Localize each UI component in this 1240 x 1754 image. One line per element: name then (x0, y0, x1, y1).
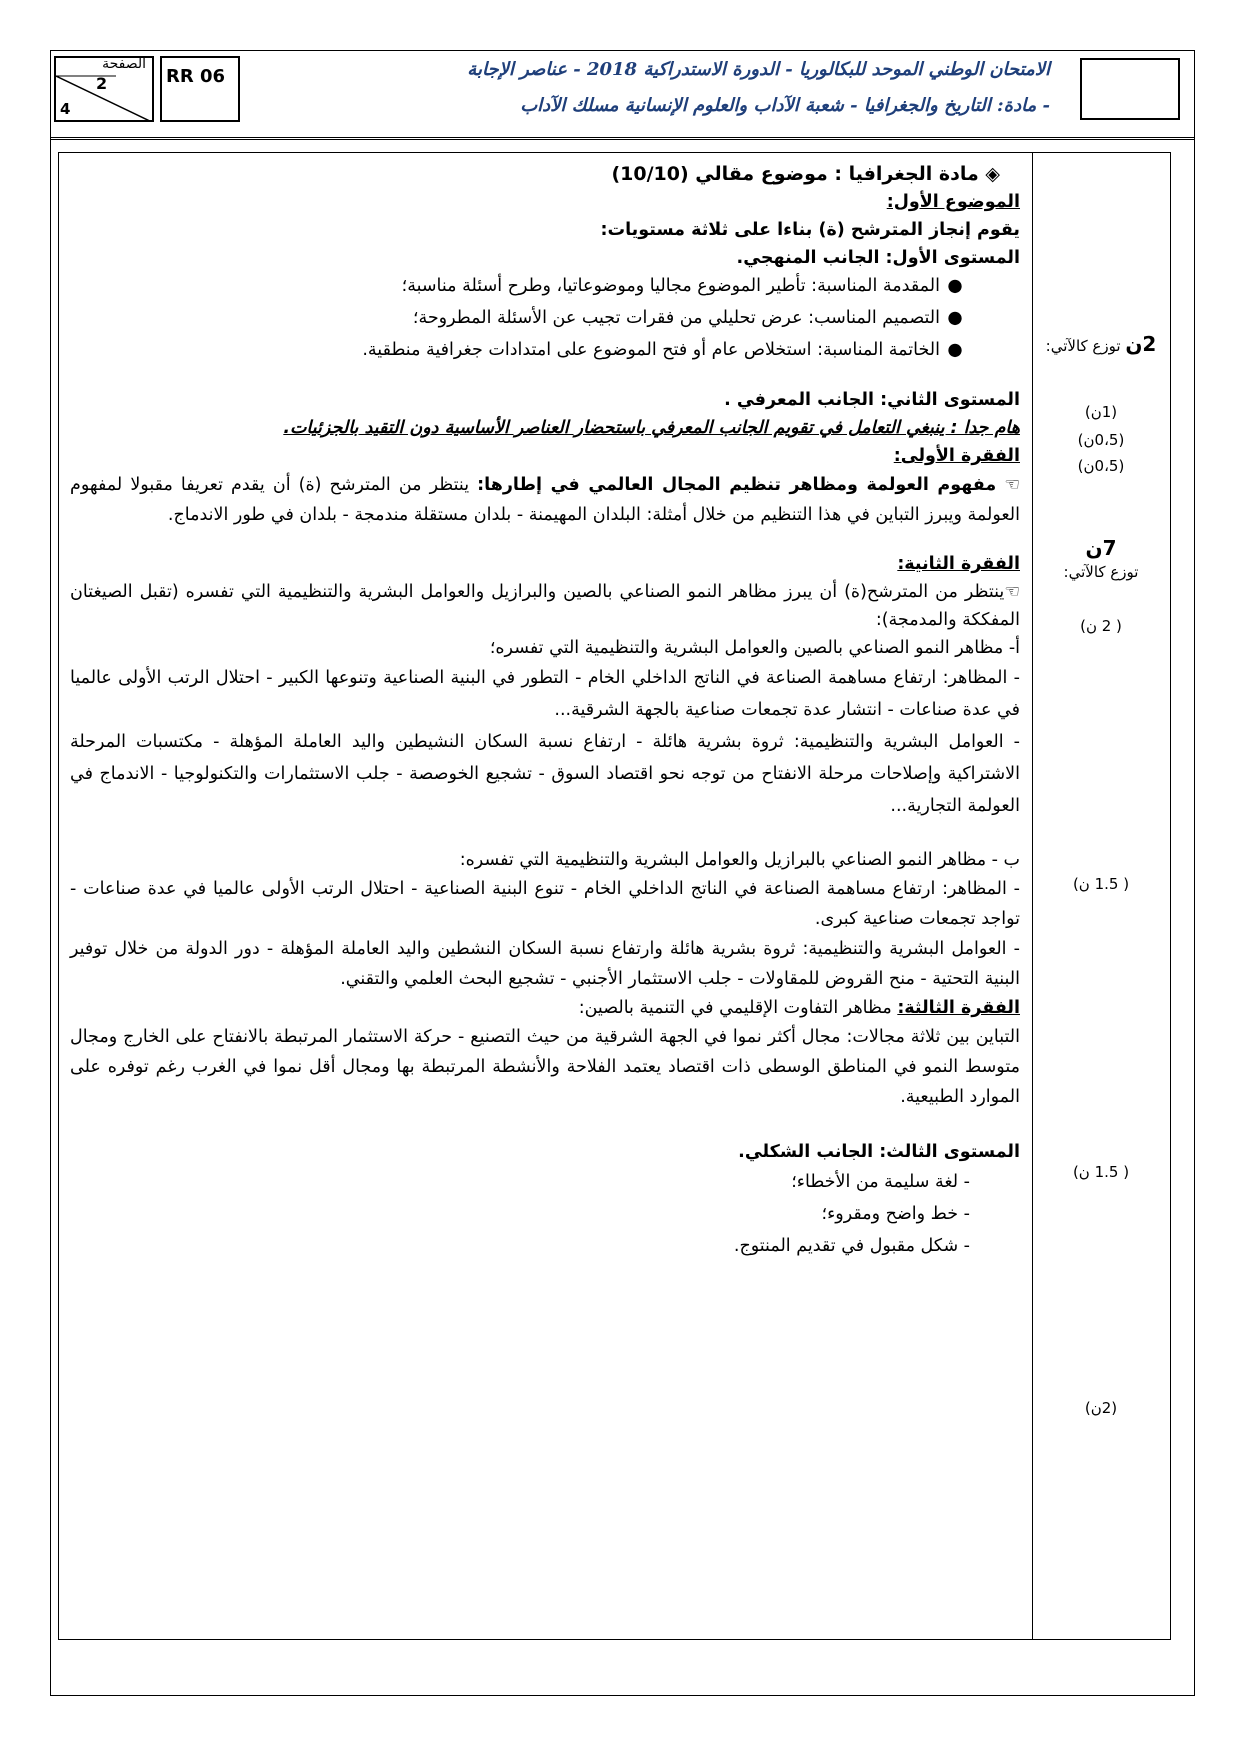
mark-level1-b: (0،5ن) (1077, 431, 1125, 449)
header-line-1: الامتحان الوطني الموحد للبكالوريا - الدورة الاستدراكية 2018 - عناصر الإجابة (467, 59, 1050, 80)
header-line-2: - مادة: التاريخ والجغرافيا - شعبة الآداب والعلوم الإنسانية مسلك الآداب (520, 95, 1050, 116)
para2-b-item: - المظاهر: ارتفاع مساهمة الصناعة في الناتج الداخلي الخام - تنوع البنية الصناعية - احتلال الرتب الأولى عالميا في عدة صناعات - تواجد تجمعات صناعية كبرى. (70, 879, 1020, 929)
topic-title: الموضوع الأول: (886, 192, 1020, 212)
page-total: 4 (60, 100, 71, 118)
level3-title: المستوى الثالث: الجانب الشكلي. (738, 1142, 1020, 1162)
level1-item: ●الخاتمة المناسبة: استخلاص عام أو فتح الموضوع على امتدادات جغرافية منطقية. (70, 336, 1020, 364)
subject-title: ◈ مادة الجغرافيا : موضوع مقالي (10/10) (611, 163, 1000, 185)
mark-level1-a: (1ن) (1084, 403, 1118, 421)
mark-china: ( 1.5 ن) (1072, 875, 1130, 893)
header-title (250, 52, 1050, 124)
exam-code: RR 06 (160, 56, 240, 122)
para2-b-item: - العوامل البشرية والتنظيمية: ثروة بشرية هائلة وارتفاع نسبة السكان النشطين واليد العاملة المؤهلة - دور الدولة من خلال توفير البنية التحتية - منح القروض للمقاولات - جلب الاستثمار الأجنبي - تشجيع البحث العلمي والتقني. (70, 939, 1020, 989)
page-number: 2 (96, 74, 108, 93)
level3-item: - خط واضح ومقروء؛ (821, 1204, 970, 1224)
hand-pointer-icon: ☜ (1004, 582, 1020, 602)
column-divider (1032, 152, 1033, 1640)
mark-level1: 2ن توزع كالآتي: (1045, 332, 1157, 356)
mark-level2: 7ن توزع كالآتي: (1063, 536, 1139, 581)
mark-level1-c: (0،5ن) (1077, 457, 1125, 475)
bullet-icon: ● (947, 308, 963, 328)
answer-content (70, 160, 1020, 1262)
para2-b-title: ب - مظاهر النمو الصناعي بالبرازيل والعوامل البشرية والتنظيمية التي تفسره: (459, 850, 1020, 870)
para2-intro: ☜ينتظر من المترشح(ة) أن يبرز مظاهر النمو الصناعي بالصين والبرازيل والعوامل البشرية والتنظيمية التي تفسره (تقبل الصيغتان المفككة والمدمجة): (70, 582, 1020, 630)
level1-item: ●المقدمة المناسبة: تأطير الموضوع مجاليا وموضوعاتيا، وطرح أسئلة مناسبة؛ (70, 272, 1020, 300)
para3-heading: الفقرة الثالثة: مظاهر التفاوت الإقليمي في التنمية بالصين: (578, 998, 1020, 1018)
blank-box (1080, 58, 1180, 120)
para1: ☜ مفهوم العولمة ومظاهر تنظيم المجال العالمي في إطارها: ينتظر من المترشح (ة) أن يقدم تعريفا مقبولا لمفهوم العولمة ويبرز التباين في هذا التنظيم من خلال أمثلة: البلدان المهيمنة - بلدان مستقلة مندمجة - بلدان في طور الاندماج. (70, 475, 1020, 525)
para2-a-item: - المظاهر: ارتفاع مساهمة الصناعة في الناتج الداخلي الخام - التطور في البنية الصناعية وتنوعها الكبير - احتلال الرتب الأولى عالميا في عدة صناعات - انتشار عدة تجمعات صناعية بالجهة الشرقية... (70, 668, 1020, 720)
level3-item: - لغة سليمة من الأخطاء؛ (791, 1172, 970, 1192)
intro: يقوم إنجاز المترشح (ة) بناءا على ثلاثة مستويات: (600, 220, 1020, 240)
level2-title: المستوى الثاني: الجانب المعرفي . (724, 390, 1020, 410)
important-note: هام جدا : ينبغي التعامل في تقويم الجانب المعرفي باستحضار العناصر الأساسية دون التقيد بالجزئيات. (283, 418, 1020, 438)
page-number-box (54, 56, 154, 122)
para2-a-title: أ- مظاهر النمو الصناعي بالصين والعوامل البشرية والتنظيمية التي تفسره؛ (489, 638, 1020, 658)
page-label: الصفحة (102, 56, 146, 72)
mark-level2-a: ( 2 ن) (1080, 617, 1122, 635)
bullet-icon: ● (947, 276, 963, 296)
hand-pointer-icon: ☜ (996, 475, 1020, 495)
level1-item: ●التصميم المناسب: عرض تحليلي من فقرات تجيب عن الأسئلة المطروحة؛ (70, 304, 1020, 332)
para3-text: التباين بين ثلاثة مجالات: مجال أكثر نموا في الجهة الشرقية من حيث التصنيع - حركة الاستثمار المرتبطة بالانفتاح على الخارج ومجال متوسط النمو في المناطق الوسطى ذات اقتصاد يعتمد الفلاحة والأنشطة المرتبطة بها ومجال أقل نموا في الغرب رغم توفره على الموارد الطبيعية. (70, 1027, 1020, 1107)
level1-title: المستوى الأول: الجانب المنهجي. (736, 248, 1020, 268)
para2-a-item: - العوامل البشرية والتنظيمية: ثروة بشرية هائلة - ارتفاع نسبة السكان النشيطين واليد العاملة المؤهلة - مكتسبات المرحلة الاشتراكية وإصلاحات مرحلة الانفتاح من توجه نحو اقتصاد السوق - تشجيع الخوصصة - جلب الاستثمارات والتكنولوجيا - الاندماج في العولمة التجارية... (70, 732, 1020, 816)
para1-title: الفقرة الأولى: (893, 446, 1020, 466)
mark-level3: (2ن) (1084, 1399, 1118, 1417)
level3-item: - شكل مقبول في تقديم المنتوج. (733, 1236, 970, 1256)
mark-brazil: ( 1.5 ن) (1072, 1163, 1130, 1181)
para2-title: الفقرة الثانية: (897, 554, 1020, 574)
bullet-icon: ● (947, 340, 963, 360)
